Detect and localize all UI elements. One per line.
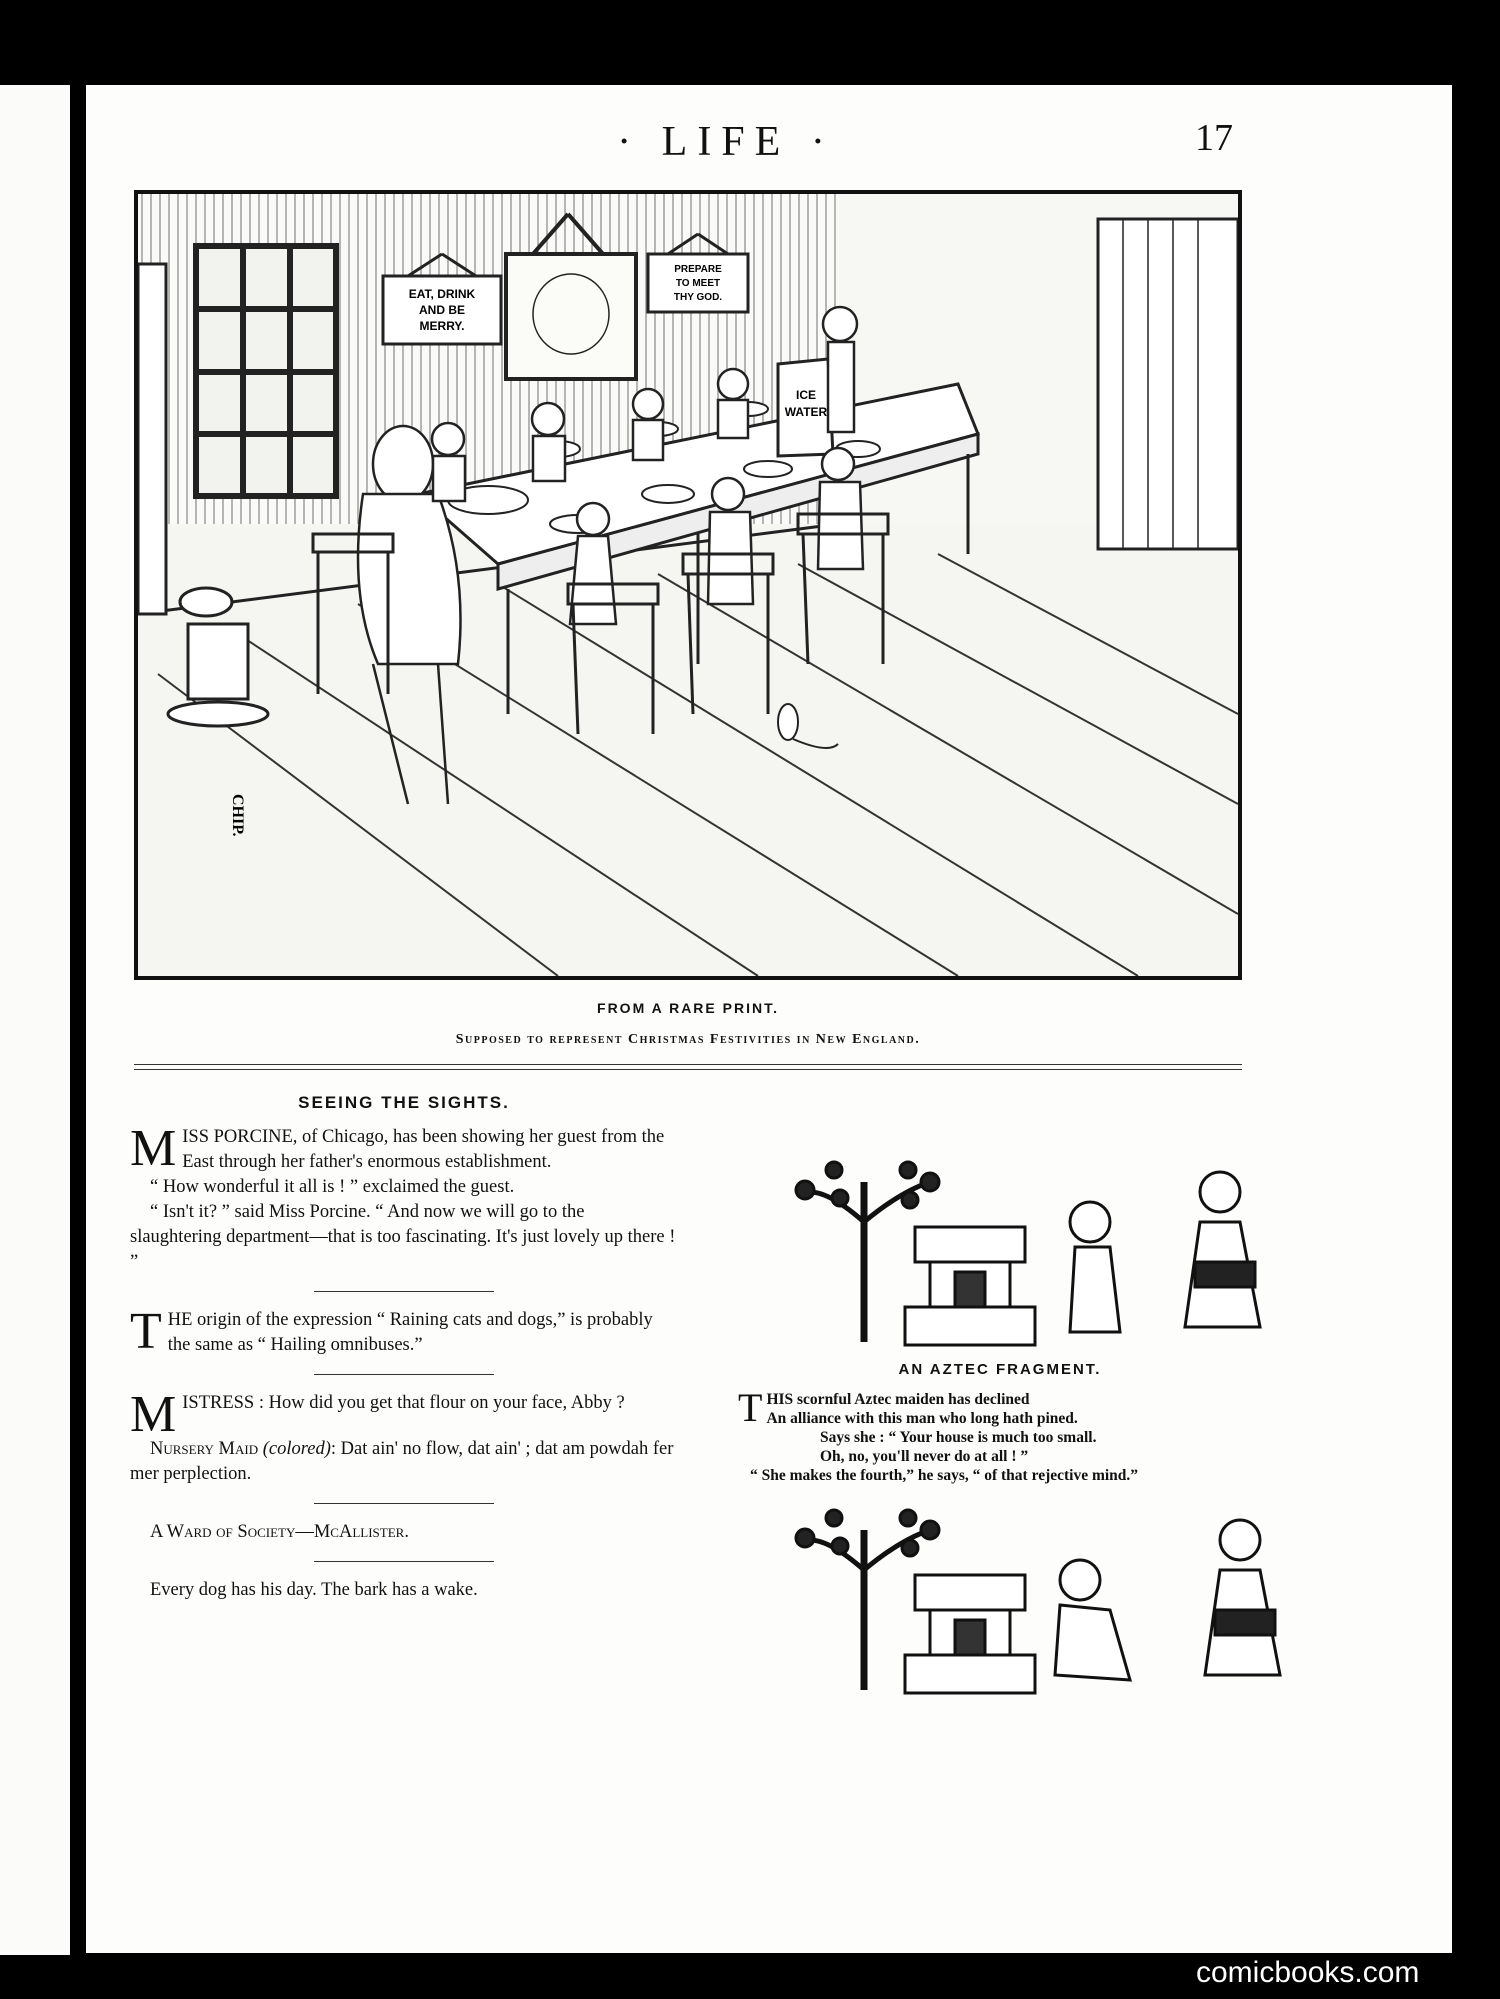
pitcher-label-2: WATER: [784, 405, 828, 419]
drop-cap: T: [738, 1390, 763, 1428]
facing-page-edge: [0, 85, 70, 1955]
aztec-illustration-bottom: [790, 1500, 1330, 1700]
mistress-text: ISTRESS : How did you get that flour on your face, Abby ?: [182, 1393, 625, 1413]
aztec-poem: [738, 1390, 1258, 1485]
sign-right-line2: TO MEET: [675, 278, 721, 289]
poem-line-3: Says she : “ Your house is much too small.: [820, 1429, 1097, 1446]
sign-left-line2: AND BE: [418, 303, 466, 317]
section-divider: [134, 1064, 1242, 1070]
maid-colored: (colored): [262, 1439, 331, 1459]
ward-paragraph: A Ward of Society—McAllister.: [150, 1522, 409, 1542]
maid-label: Nursery Maid: [150, 1439, 259, 1459]
seeing-paragraph-3: “ Isn't it? ” said Miss Porcine. “ And now we will go to the slaughtering department—that is too fascinating. It's just lovely up there ! ”: [130, 1202, 676, 1272]
origin-paragraph: [130, 1308, 678, 1358]
drop-cap: M: [130, 1125, 177, 1175]
sign-left-line3: MERRY.: [419, 319, 465, 333]
origin-text: HE origin of the expression “ Raining cats and dogs,” is probably the same as “ Hailing omnibuses.”: [167, 1310, 653, 1355]
masthead: · LIFE ·: [617, 119, 835, 165]
cartoon-subtitle: Supposed to represent Christmas Festivities in New England.: [455, 1032, 921, 1047]
seeing-paragraph-2: “ How wonderful it all is ! ” exclaimed the guest.: [150, 1177, 515, 1197]
sign-right-line1: PREPARE: [674, 264, 722, 275]
divider: [314, 1291, 494, 1292]
page-gutter: [70, 85, 84, 1955]
artist-signature: CHIP.: [229, 794, 246, 837]
dinner-scene: [138, 194, 1238, 976]
page-number: 17: [1195, 117, 1233, 159]
poem-text-2: An alliance with this man who long hath pined.: [766, 1410, 1078, 1427]
divider: [314, 1561, 494, 1562]
poem-text-1: HIS scornful Aztec maiden has declined: [766, 1391, 1030, 1408]
drop-cap: T: [130, 1308, 162, 1358]
cartoon-title: FROM A RARE PRINT.: [597, 1000, 779, 1016]
pitcher-label-1: ICE: [795, 388, 817, 402]
sign-left-line1: EAT, DRINK: [408, 287, 476, 301]
cartoon-illustration: [134, 190, 1242, 980]
door: [1098, 219, 1238, 549]
maid-paragraph: [130, 1437, 678, 1487]
poem-line-4: Oh, no, you'll never do at all ! ”: [820, 1448, 1029, 1465]
poem-line-1: [738, 1390, 1258, 1428]
aztec-illustration-top: [790, 1152, 1330, 1352]
drop-cap: M: [130, 1391, 177, 1437]
seeing-paragraph-1: [130, 1125, 678, 1175]
watermark: comicbooks.com: [1196, 1956, 1420, 1989]
mistress-paragraph: [130, 1391, 678, 1437]
maid-text: : Dat ain' no flow, dat ain' ; dat am powdah fer mer perplection.: [130, 1439, 674, 1484]
seeing-heading: SEEING THE SIGHTS.: [298, 1093, 510, 1112]
aztec-title: AN AZTEC FRAGMENT.: [898, 1361, 1102, 1378]
divider: [314, 1503, 494, 1504]
scan-border: [1452, 85, 1500, 1955]
dog-paragraph: Every dog has his day. The bark has a wake.: [150, 1580, 478, 1600]
poem-line-5: “ She makes the fourth,” he says, “ of that rejective mind.”: [750, 1467, 1139, 1484]
divider: [314, 1374, 494, 1375]
left-column: [130, 1082, 678, 1603]
window: [196, 246, 336, 496]
seeing-text-1: ISS PORCINE, of Chicago, has been showing her guest from the East through her father's enormous establishment.: [182, 1127, 665, 1172]
sign-right-line3: THY GOD.: [673, 292, 723, 303]
